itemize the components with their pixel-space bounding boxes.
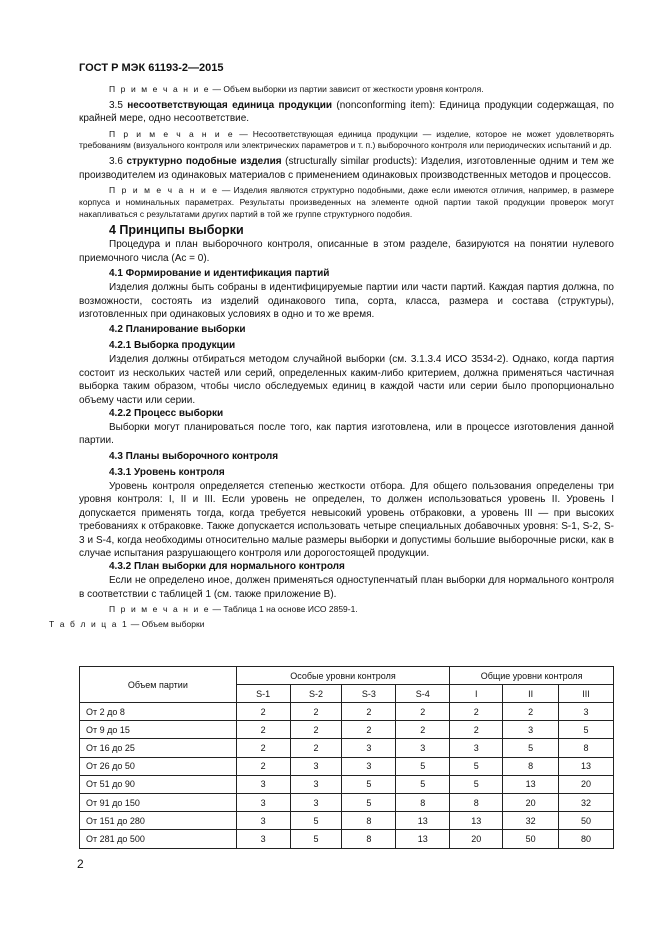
term-definition-3-5: 3.5 несоответствующая единица продукции (nonconforming item): Единица продукции содержащая, по крайней мере, одно несоответствие. xyxy=(79,99,614,125)
section-heading-4: 4 Принципы выборки xyxy=(109,223,244,238)
table-body xyxy=(80,703,614,849)
sample-size-cell: 8 xyxy=(559,739,614,757)
body-paragraph: Выборки могут планироваться после того, как партия изготовлена, или в процессе изготовления данной партии. xyxy=(79,422,614,447)
sample-size-cell: 2 xyxy=(342,703,396,721)
sample-size-cell: 2 xyxy=(290,721,342,739)
sample-size-cell: 13 xyxy=(396,830,450,848)
lot-size-cell: От 151 до 280 xyxy=(80,812,237,830)
sample-size-cell: 3 xyxy=(290,757,342,775)
sample-size-cell: 13 xyxy=(503,775,559,793)
sample-size-cell: 20 xyxy=(503,793,559,811)
sample-size-cell: 5 xyxy=(342,793,396,811)
sample-size-cell: 3 xyxy=(396,739,450,757)
sample-size-cell: 2 xyxy=(236,703,290,721)
lot-size-cell: От 9 до 15 xyxy=(80,721,237,739)
sample-size-cell: 50 xyxy=(559,812,614,830)
body-paragraph: Если не определено иное, должен применяться одноступенчатый план выборки для нормального контроля в соответствии с таблицей 1 (см. также приложение В). xyxy=(79,575,614,600)
note-paragraph: П р и м е ч а н и е — Изделия являются структурно подобными, даже если имеются отличия, например, в размере корпуса и номинальных параметрах. Результаты произведенных на элементе одной партии такой продукции проверок могут накапливаться с результатами других партий в той же группе структурного подобия. xyxy=(79,185,614,219)
sample-size-cell: 8 xyxy=(342,812,396,830)
sample-size-cell: 13 xyxy=(396,812,450,830)
lot-size-cell: От 2 до 8 xyxy=(80,703,237,721)
table-row xyxy=(80,812,614,830)
col-header-lot-size: Объем партии xyxy=(80,667,237,703)
note-paragraph: П р и м е ч а н и е — Объем выборки из партии зависит от жесткости уровня контроля. xyxy=(109,84,484,94)
table-row xyxy=(80,793,614,811)
subsection-heading-4-3: 4.3 Планы выборочного контроля xyxy=(109,450,279,462)
subsection-heading-4-2-2: 4.2.2 Процесс выборки xyxy=(109,408,224,420)
subsection-heading-4-3-2: 4.3.2 План выборки для нормального контроля xyxy=(109,561,345,573)
sample-size-cell: 80 xyxy=(559,830,614,848)
sample-size-cell: 32 xyxy=(503,812,559,830)
sample-size-cell: 5 xyxy=(503,739,559,757)
sample-size-cell: 2 xyxy=(236,721,290,739)
sample-size-cell: 3 xyxy=(236,830,290,848)
sample-size-cell: 2 xyxy=(236,739,290,757)
sample-size-cell: 8 xyxy=(342,830,396,848)
sample-size-cell: 8 xyxy=(396,793,450,811)
sample-size-cell: 3 xyxy=(236,793,290,811)
sample-size-cell: 13 xyxy=(559,757,614,775)
sample-size-cell: 3 xyxy=(342,757,396,775)
col-group-special: Особые уровни контроля xyxy=(236,667,450,685)
lot-size-cell: От 26 до 50 xyxy=(80,757,237,775)
sample-size-cell: 32 xyxy=(559,793,614,811)
sample-size-cell: 20 xyxy=(559,775,614,793)
col-header-level: S-2 xyxy=(290,685,342,703)
sample-size-cell: 3 xyxy=(290,793,342,811)
sample-size-cell: 2 xyxy=(342,721,396,739)
col-header-level: S-3 xyxy=(342,685,396,703)
sample-size-cell: 3 xyxy=(236,812,290,830)
sample-size-table xyxy=(79,666,614,849)
sample-size-cell: 2 xyxy=(450,703,503,721)
sample-size-cell: 2 xyxy=(290,703,342,721)
sample-size-cell: 3 xyxy=(342,739,396,757)
sample-size-cell: 3 xyxy=(503,721,559,739)
table-row xyxy=(80,739,614,757)
body-paragraph: Процедура и план выборочного контроля, описанные в этом разделе, базируются на понятии нулевого приемочного числа (Ас = 0). xyxy=(79,239,614,264)
body-paragraph: Уровень контроля определяется степенью жесткости отбора. Для общего пользования определены три уровня контроля: I, II и III. Если уровень не определен, то должен использоваться уровень II. Уровень I допускается применять тогда, когда требуется невысокий уровень отбраковки, а уровень III — при высоких требованиях к отбраковке. Также допускается использовать четыре специальных добавочных уровня: S-1, S-2, S-3 и S-4, когда необходимы относительно малые размеры выборки и допустимы большие выборочные риски, как в случае испытания разрушающего контроля или дорогостоящей продукции. xyxy=(79,480,614,559)
table-row xyxy=(80,775,614,793)
subsection-heading-4-3-1: 4.3.1 Уровень контроля xyxy=(109,466,225,478)
subsection-heading-4-2: 4.2 Планирование выборки xyxy=(109,324,246,336)
table-row xyxy=(80,721,614,739)
sample-size-cell: 2 xyxy=(450,721,503,739)
col-header-level: II xyxy=(503,685,559,703)
page-number: 2 xyxy=(77,857,84,871)
sample-size-cell: 5 xyxy=(342,775,396,793)
table-header-row xyxy=(80,667,614,685)
sample-size-cell: 5 xyxy=(290,830,342,848)
body-paragraph: Изделия должны отбираться методом случайной выборки (см. 3.1.3.4 ИСО 3534-2). Однако, когда партия состоит из нескольких частей или серий, определенных каким-либо критерием, должна применяться частичная выборка таким образом, чтобы число обследуемых единиц в каждой части или серии было пропорционально объему части или серии. xyxy=(79,354,614,406)
term-definition-3-6: 3.6 структурно подобные изделия (structurally similar products): Изделия, изготовленные одним и тем же производителем из одинаковых материалов с применением одинаковых производственных методов и процессов. xyxy=(79,156,615,181)
lot-size-cell: От 281 до 500 xyxy=(80,830,237,848)
body-paragraph: Изделия должны быть собраны в идентифицируемые партии или части партий. Каждая партия должна, по возможности, состоять из изделий одинакового типа, сорта, класса, размера и состава (структуры), изготовленных при одинаковых условиях в одно и то же время. xyxy=(79,282,614,321)
sample-size-cell: 2 xyxy=(396,703,450,721)
sample-size-cell: 3 xyxy=(290,775,342,793)
sample-size-cell: 13 xyxy=(450,812,503,830)
sample-size-cell: 8 xyxy=(503,757,559,775)
sample-size-cell: 2 xyxy=(290,739,342,757)
sample-size-cell: 5 xyxy=(450,757,503,775)
lot-size-cell: От 91 до 150 xyxy=(80,793,237,811)
sample-size-cell: 2 xyxy=(236,757,290,775)
sample-size-cell: 3 xyxy=(450,739,503,757)
sample-size-cell: 5 xyxy=(290,812,342,830)
sample-size-cell: 8 xyxy=(450,793,503,811)
col-header-level: S-4 xyxy=(396,685,450,703)
col-group-general: Общие уровни контроля xyxy=(450,667,614,685)
lot-size-cell: От 51 до 90 xyxy=(80,775,237,793)
table-row xyxy=(80,830,614,848)
sample-size-cell: 5 xyxy=(396,757,450,775)
sample-size-cell: 2 xyxy=(396,721,450,739)
sample-size-cell: 5 xyxy=(450,775,503,793)
standard-header: ГОСТ Р МЭК 61193-2—2015 xyxy=(79,62,224,74)
sample-size-cell: 20 xyxy=(450,830,503,848)
document-body xyxy=(49,84,615,630)
col-header-level: S-1 xyxy=(236,685,290,703)
col-header-level: III xyxy=(559,685,614,703)
sample-size-cell: 2 xyxy=(503,703,559,721)
lot-size-cell: От 16 до 25 xyxy=(80,739,237,757)
sample-size-cell: 3 xyxy=(559,703,614,721)
sample-size-cell: 3 xyxy=(236,775,290,793)
sample-size-cell: 50 xyxy=(503,830,559,848)
table-row xyxy=(80,703,614,721)
sample-size-cell: 5 xyxy=(396,775,450,793)
col-header-level: I xyxy=(450,685,503,703)
note-paragraph: П р и м е ч а н и е — Несоответствующая единица продукции — изделие, которое не может удовлетворять требованиям (визуального контроля или электрических параметров и т. п.) выборочного контроля или периодических испытаний и др. xyxy=(79,128,615,151)
sample-size-cell: 5 xyxy=(559,721,614,739)
table-caption: Т а б л и ц а 1 — Объем выборки xyxy=(49,618,205,629)
subsection-heading-4-2-1: 4.2.1 Выборка продукции xyxy=(109,340,236,352)
subsection-heading-4-1: 4.1 Формирование и идентификация партий xyxy=(109,268,330,280)
table-row xyxy=(80,757,614,775)
note-paragraph: П р и м е ч а н и е — Таблица 1 на основе ИСО 2859-1. xyxy=(109,604,358,615)
